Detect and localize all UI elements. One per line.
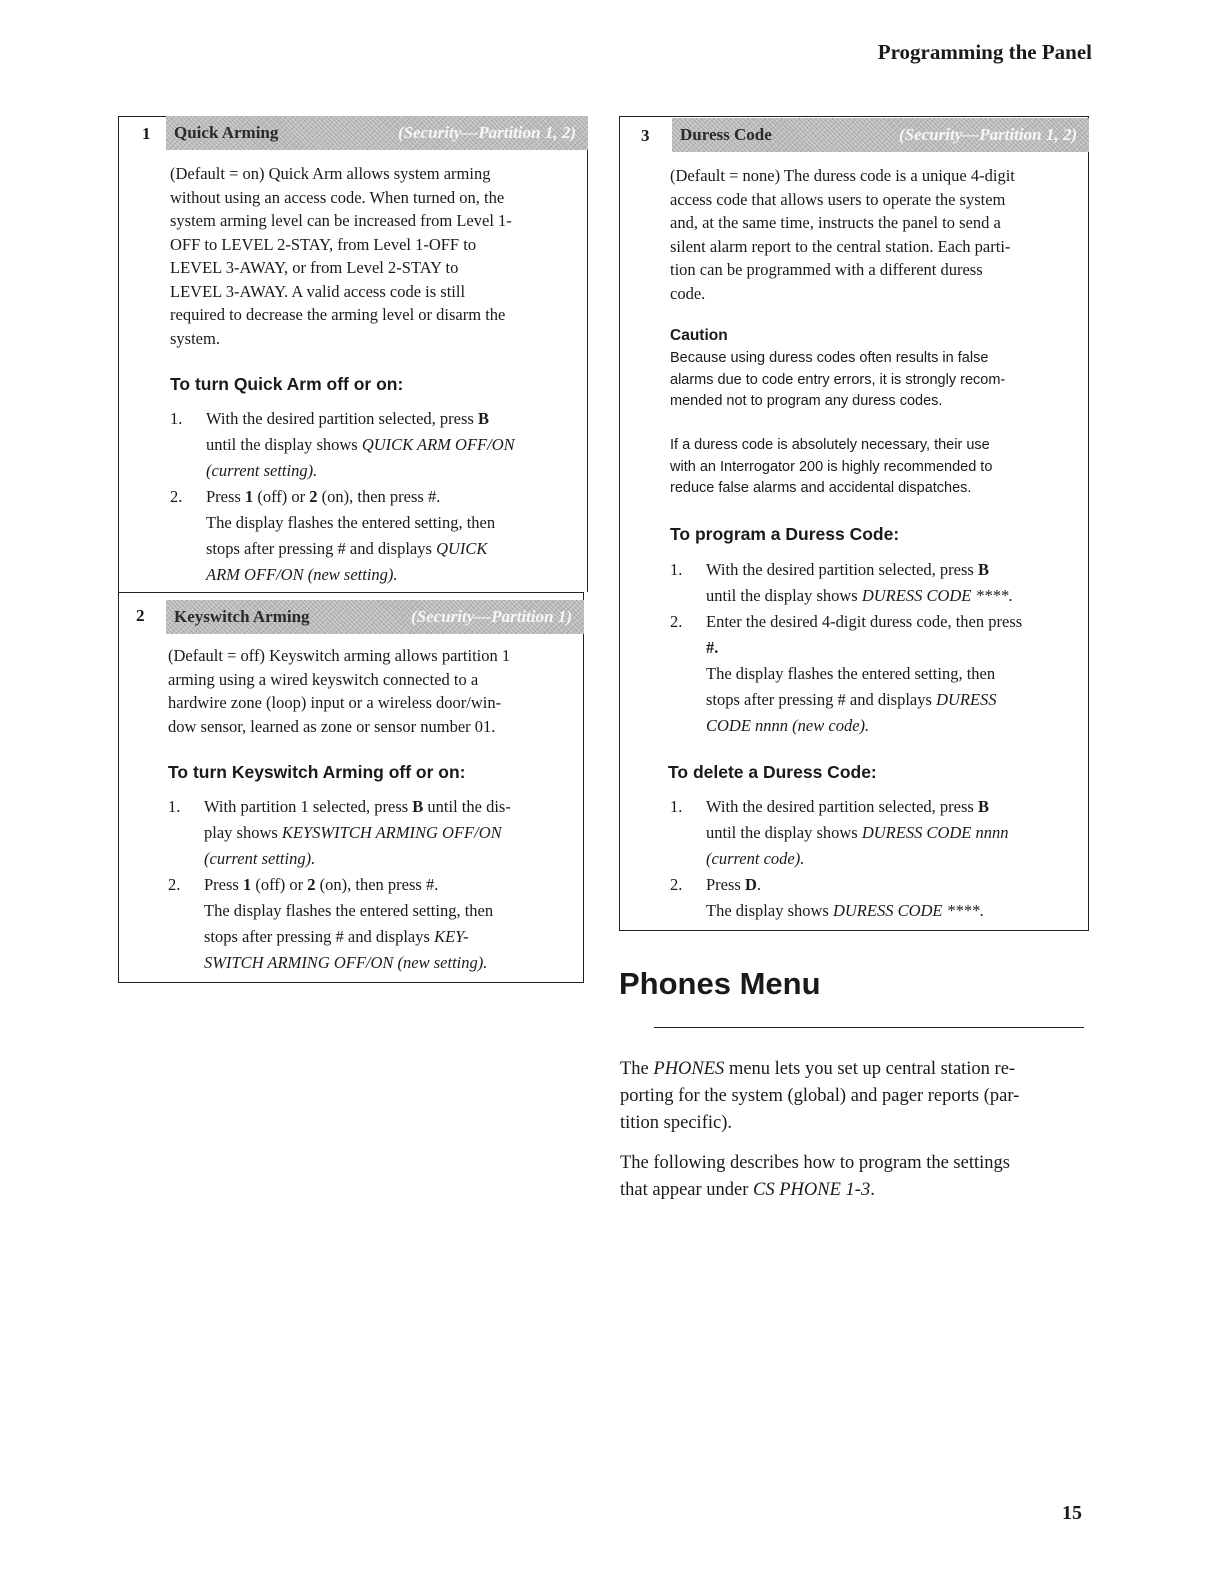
box-number-1: 1 <box>142 124 151 143</box>
caution-text-1 <box>670 348 1086 413</box>
caution-title: Caution <box>670 327 728 344</box>
banner-title: Duress Code <box>680 125 772 144</box>
step-text: until the dis- <box>423 797 511 816</box>
step-1 <box>670 794 1084 872</box>
step-number: 2. <box>670 612 683 631</box>
display-text: (current setting). <box>204 849 316 868</box>
step-number: 2. <box>168 875 181 894</box>
banner-title: Keyswitch Arming <box>174 607 310 626</box>
step-text: Press <box>206 487 245 506</box>
step-text: Press <box>706 875 745 894</box>
desc-line: system arming level can be increased from Level 1- <box>170 211 512 230</box>
display-text: ARM OFF/ON (new setting). <box>206 565 398 584</box>
caution-line: alarms due to code entry errors, it is strongly recom- <box>670 371 1006 388</box>
step-text: With the desired partition selected, press <box>706 797 978 816</box>
key-label: D <box>744 875 757 894</box>
step-text: (off) or <box>253 487 310 506</box>
display-text: CODE nnnn (new code). <box>706 716 870 735</box>
banner-scope: (Security—Partition 1) <box>410 607 572 626</box>
key-label: 2 <box>307 875 316 894</box>
program-duress-steps <box>670 557 1084 739</box>
phones-menu-heading: Phones Menu <box>619 966 821 1001</box>
display-text: DURESS <box>936 690 997 709</box>
quick-arming-description <box>170 162 580 350</box>
display-text: (current code). <box>706 849 805 868</box>
key-label: B <box>977 797 989 816</box>
menu-name: CS PHONE 1-3 <box>753 1180 871 1200</box>
step-text: The display shows <box>706 901 833 920</box>
step-text: stops after pressing # and displays <box>204 927 435 946</box>
step-2 <box>168 872 580 976</box>
phones-paragraph-2: The following describes how to program the settings that appear under CS PHONE 1-3. <box>620 1153 1010 1200</box>
banner-scope: (Security—Partition 1, 2) <box>397 123 576 142</box>
box-number-3: 3 <box>641 126 650 145</box>
step-text: With the desired partition selected, press <box>706 560 978 579</box>
step-text: until the display shows <box>706 586 862 605</box>
quick-arm-subhead: To turn Quick Arm off or on: <box>170 374 404 394</box>
display-text: QUICK <box>436 539 488 558</box>
keyswitch-description <box>168 644 578 738</box>
step-number: 1. <box>670 560 683 579</box>
desc-line: silent alarm report to the central station. Each parti- <box>670 236 1011 256</box>
display-text: KEY- <box>434 927 469 946</box>
duress-code-banner <box>672 118 1089 152</box>
keyswitch-arming-banner <box>166 600 584 634</box>
step-2: 2. Press D. The display shows DURESS CODE ****. <box>670 872 1084 924</box>
step-text: stops after pressing # and displays <box>206 539 437 558</box>
step-text: (off) or <box>251 875 308 894</box>
step-text: The display flashes the entered setting, then <box>206 513 496 532</box>
key-label: 1 <box>242 875 252 894</box>
desc-line: and, at the same time, instructs the panel to send a <box>670 213 1001 232</box>
step-number: 1. <box>670 797 683 816</box>
step-text: The display flashes the entered setting, then <box>706 664 996 683</box>
desc-line: (Default = off) Keyswitch arming allows partition 1 <box>168 646 511 665</box>
caution-line: If a duress code is absolutely necessary, their use <box>670 437 990 453</box>
desc-line: (Default = on) Quick Arm allows system arming <box>170 164 491 183</box>
caution-line: reduce false alarms and accidental dispatches. <box>670 480 972 496</box>
step-text: With the desired partition selected, press <box>206 409 478 428</box>
step-text: Press <box>204 875 243 894</box>
step-number: 2. <box>670 875 683 894</box>
step-1 <box>170 406 584 484</box>
menu-name: PHONES <box>653 1059 725 1079</box>
key-label: B <box>477 409 489 428</box>
caution-line: mended not to program any duress codes. <box>670 393 943 409</box>
delete-duress-steps <box>670 794 1084 924</box>
page-number: 15 <box>1062 1502 1082 1524</box>
key-label: 2 <box>309 487 318 506</box>
step-number: 1. <box>168 797 181 816</box>
key-label: B <box>977 560 989 579</box>
step-number: 1. <box>170 409 183 428</box>
display-text: SWITCH ARMING OFF/ON (new setting). <box>204 953 488 972</box>
display-text: DURESS CODE **** <box>832 901 980 920</box>
duress-description <box>670 164 1084 305</box>
step-1: 1. With the desired partition selected, press B until the display shows DURESS CODE ****. <box>670 557 1084 609</box>
desc-line: (Default = none) The duress code is a unique 4-digit <box>670 166 1015 185</box>
step-text: until the display shows <box>206 435 362 454</box>
banner-title: Quick Arming <box>174 123 279 142</box>
display-text: DURESS CODE **** <box>861 586 1009 605</box>
step-text: (on), then press #. <box>317 487 441 506</box>
desc-line: OFF to LEVEL 2-STAY, from Level 1-OFF to <box>170 234 477 254</box>
desc-line: access code that allows users to operate the system <box>670 189 1006 209</box>
step-1 <box>168 794 580 872</box>
banner-scope: (Security—Partition 1, 2) <box>898 125 1077 144</box>
key-label: #. <box>706 638 719 657</box>
desc-line: required to decrease the arming level or disarm the <box>170 305 506 324</box>
key-label: B <box>412 797 424 816</box>
desc-line: hardwire zone (loop) input or a wireless door/win- <box>168 693 502 712</box>
keyswitch-subhead: To turn Keyswitch Arming off or on: <box>168 762 466 782</box>
desc-line: dow sensor, learned as zone or sensor number 01. <box>168 716 496 736</box>
quick-arm-steps <box>170 406 584 588</box>
display-text: DURESS CODE nnnn <box>861 823 1009 842</box>
step-text: play shows <box>204 823 282 842</box>
step-2 <box>670 609 1084 739</box>
caution-text-2 <box>670 435 1086 500</box>
display-text: QUICK ARM OFF/ON <box>361 435 515 454</box>
step-number: 2. <box>170 487 183 506</box>
step-text: (on), then press #. <box>315 875 439 894</box>
quick-arming-banner <box>166 116 588 150</box>
display-text: (current setting). <box>206 461 318 480</box>
step-text: The display flashes the entered setting, then <box>204 901 494 920</box>
caution-line: Because using duress codes often results in false <box>670 350 989 366</box>
section-rule <box>654 1027 1084 1028</box>
phones-paragraph-1: The PHONES menu lets you set up central station re- porting for the system (global) and pager reports (par- tition specific). <box>620 1059 1020 1133</box>
step-text: Enter the desired 4-digit duress code, then press <box>706 612 1023 631</box>
desc-line: without using an access code. When turned on, the <box>170 187 505 207</box>
step-text: stops after pressing # and displays <box>706 690 937 709</box>
program-duress-subhead: To program a Duress Code: <box>670 524 900 544</box>
keyswitch-steps <box>168 794 580 976</box>
display-text: KEYSWITCH ARMING OFF/ON <box>281 823 502 842</box>
step-text: With partition 1 selected, press <box>204 797 413 816</box>
desc-line: system. <box>170 328 220 348</box>
delete-duress-subhead: To delete a Duress Code: <box>668 762 877 782</box>
step-2 <box>170 484 584 588</box>
desc-line: arming using a wired keyswitch connected to a <box>168 669 479 689</box>
key-label: 1 <box>244 487 254 506</box>
desc-line: LEVEL 3-AWAY. A valid access code is still <box>170 281 466 301</box>
step-text: until the display shows <box>706 823 862 842</box>
desc-line: tion can be programmed with a different duress <box>670 260 983 279</box>
box-number-2: 2 <box>136 606 145 625</box>
caution-line: with an Interrogator 200 is highly recommended to <box>670 458 993 475</box>
desc-line: LEVEL 3-AWAY, or from Level 2-STAY to <box>170 258 459 277</box>
desc-line: code. <box>670 283 706 303</box>
running-head: Programming the Panel <box>877 40 1092 64</box>
